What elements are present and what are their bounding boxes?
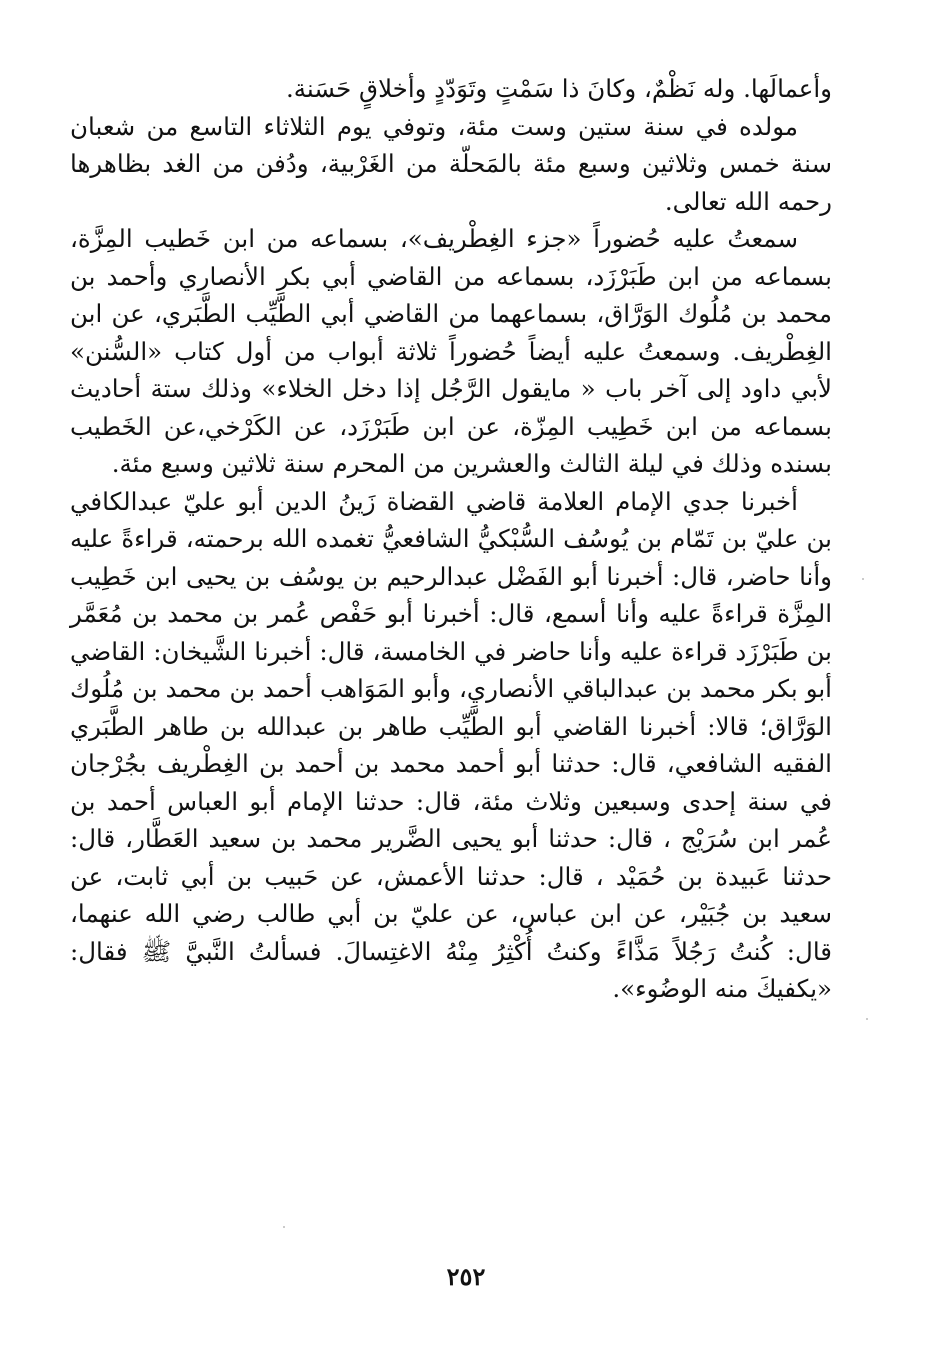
body-text [70,70,832,1008]
scan-speck [866,1018,868,1020]
paragraph-1: وأعمالَها. وله نَظْمٌ، وكانَ ذا سَمْتٍ وتَوَدّدٍ وأخلاقٍ حَسَنة. [285,74,832,103]
paragraph-4: أخبرنا جدي الإمام العلامة قاضي القضاة زَينُ الدين أبو عليّ عبدالكافي بن عليّ بن تَمّام بن يُوسُف السُّبْكيُّ الشافعيُّ تغمده الله برحمته، قراءةً عليه وأنا حاضر، قال: أخبرنا أبو الفَضْل عبدالرحيم بن يوسُف بن يحيى ابن خَطِيب المِزَّة قراءةً عليه وأنا أسمع، قال: أخبرنا أبو حَفْص عُمر بن محمد بن مُعَمَّر بن طَبَرْزَد قراءة عليه وأنا حاضر في الخامسة، قال: أخبرنا الشَّيخان: القاضي أبو بكر محمد بن عبدالباقي الأنصاري، وأبو المَوَاهب أحمد بن محمد بن مُلُوك الوَرَّاق؛ قالا: أخبرنا القاضي أبو الطَّيِّب طاهر بن عبدالله بن طاهر الطَّبَري الفقيه الشافعي، قال: حدثنا أبو أحمد محمد بن أحمد بن الغِطْريف بجُرْجان في سنة إحدى وسبعين وثلاث مئة، قال: حدثنا الإمام أبو العباس أحمد بن عُمر ابن سُرَيْج ، قال: حدثنا أبو يحيى الضَّرير محمد بن سعيد العَطَّار، قال: حدثنا عَبيدة بن حُمَيْد ، قال: حدثنا الأعمش، عن حَبيب بن أبي ثابت، عن سعيد بن جُبَيْر، عن ابن عباس، عن عليّ بن أبي طالب رضي الله عنهما، قال: كُنتُ رَجُلاً مَذَّاءً وكنتُ أُكْثِرُ مِنْهُ الاغتِسالَ. فسألتُ النَّبيَّ ﷺ فقال: «يكفيكَ منه الوضُوء». [70,486,832,1003]
scan-speck [283,1226,285,1228]
paragraph-3: سمعتُ عليه حُضوراً «جزء الغِطْريف»، بسماعه من ابن خَطيب المِزَّة، بسماعه من ابن طَبَرْزَد، بسماعه من القاضي أبي بكر الأنصاري وأحمد بن محمد بن مُلُوك الوَرَّاق، بسماعهما من القاضي أبي الطَّيِّب الطَّبَري، عن ابن الغِطْريف. وسمعتُ عليه أيضاً حُضوراً ثلاثة أبواب من أول كتاب «السُّنن» لأبي داود إلى آخر باب « مايقول الرَّجُل إذا دخل الخلاء» وذلك ستة أحاديث بسماعه من ابن خَطِيب المِزّة، عن ابن طَبَرْزَد، عن الكَرْخي،عن الخَطيب بسنده وذلك في ليلة الثالث والعشرين من المحرم سنة ثلاثين وسبع مئة. [70,224,832,478]
paragraph-2: مولده في سنة ستين وست مئة، وتوفي يوم الثلاثاء التاسع من شعبان سنة خمس وثلاثين وسبع مئة بالمَحلّة من الغَرْبية، ودُفن من الغد بظاهرها رحمه الله تعالى. [70,111,832,216]
page-number: ٢٥٢ [446,1262,486,1291]
scan-speck [862,578,864,580]
